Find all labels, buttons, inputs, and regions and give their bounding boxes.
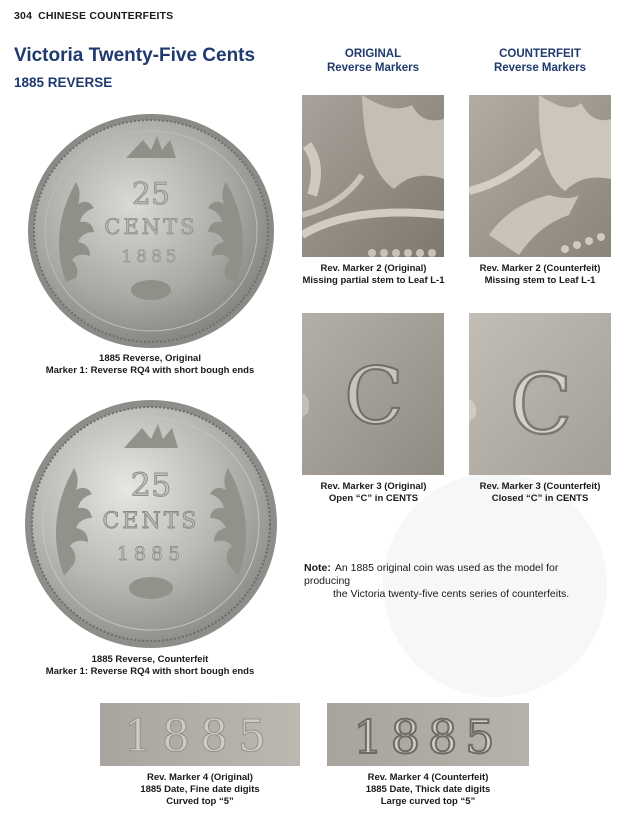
original-coin-caption-line2: Marker 1: Reverse RQ4 with short bough ends [45,365,255,376]
counterfeit-coin-photo [24,398,278,650]
note-line1: An 1885 original coin was used as the model for producing [304,562,559,587]
marker3-original-photo [302,313,444,475]
marker4-original-photo [100,703,300,766]
marker4-counterfeit-caption-line1: Rev. Marker 4 (Counterfeit) [367,772,489,783]
counterfeit-column-head [460,47,620,75]
original-coin-photo [26,112,276,350]
page-subtitle: 1885 REVERSE [14,75,113,90]
marker3-original-caption-line1: Rev. Marker 3 (Original) [320,481,427,492]
page-title: Victoria Twenty-Five Cents [14,45,256,66]
counterfeit-coin-year: 1885 [116,543,186,565]
marker2-counterfeit-caption-line1: Rev. Marker 2 (Counterfeit) [479,263,601,274]
counterfeit-coin-caption [30,654,270,678]
marker2-counterfeit-photo [469,95,611,257]
marker3-original-caption [296,481,451,505]
original-coin-caption [30,353,270,377]
counterfeit-coin-caption-line2: Marker 1: Reverse RQ4 with short bough ends [45,666,255,677]
counterfeit-head-line1: COUNTERFEIT [499,48,581,60]
section-name: CHINESE COUNTERFEITS [38,10,174,22]
original-head-line2: Reverse Markers [326,62,420,74]
marker3-original-caption-line2: Open “C” in CENTS [328,493,419,504]
marker4-original-caption-line2: 1885 Date, Fine date digits [140,784,260,795]
original-column-head [293,47,453,75]
counterfeit-coin-caption-line1: 1885 Reverse, Counterfeit [91,654,209,665]
marker3-counterfeit-caption [462,481,618,505]
marker2-counterfeit-caption [462,263,618,287]
note-block [304,562,604,601]
counterfeit-coin-denomination: 25 [130,466,172,504]
marker2-original-caption-line2: Missing partial stem to Leaf L-1 [302,275,445,286]
running-head [14,10,173,22]
note-line2: the Victoria twenty-five cents series of counterfeits. [333,588,570,600]
marker4-counterfeit-year: 1885 [353,710,503,764]
original-head-line1: ORIGINAL [344,48,402,60]
marker2-original-caption-line1: Rev. Marker 2 (Original) [320,263,427,274]
note-label: Note: [304,562,331,574]
original-coin-unit: CENTS [104,215,198,239]
marker4-counterfeit-caption-line3: Large curved top “5” [380,796,476,807]
marker3-counterfeit-letter: C [509,358,573,453]
marker4-original-caption [100,772,300,808]
original-coin-year: 1885 [121,247,181,267]
marker4-counterfeit-caption-line2: 1885 Date, Thick date digits [365,784,491,795]
original-coin-denomination: 25 [131,177,171,212]
marker3-counterfeit-caption-line2: Closed “C” in CENTS [491,493,589,504]
marker2-counterfeit-caption-line2: Missing stem to Leaf L-1 [484,275,596,286]
marker4-original-caption-line3: Curved top “5” [166,796,234,807]
marker3-counterfeit-caption-line1: Rev. Marker 3 (Counterfeit) [479,481,601,492]
marker2-original-photo [302,95,444,257]
original-coin-caption-line1: 1885 Reverse, Original [99,353,201,364]
marker4-counterfeit-photo [327,703,529,766]
marker4-original-year: 1885 [124,711,276,762]
marker3-original-letter: C [344,352,404,442]
page-number: 304 [14,10,33,22]
marker4-original-caption-line1: Rev. Marker 4 (Original) [147,772,253,783]
marker2-original-caption [296,263,451,287]
marker4-counterfeit-caption [327,772,529,808]
counterfeit-coin-unit: CENTS [102,509,200,534]
counterfeit-head-line2: Reverse Markers [493,62,587,74]
marker3-counterfeit-photo [469,313,611,475]
